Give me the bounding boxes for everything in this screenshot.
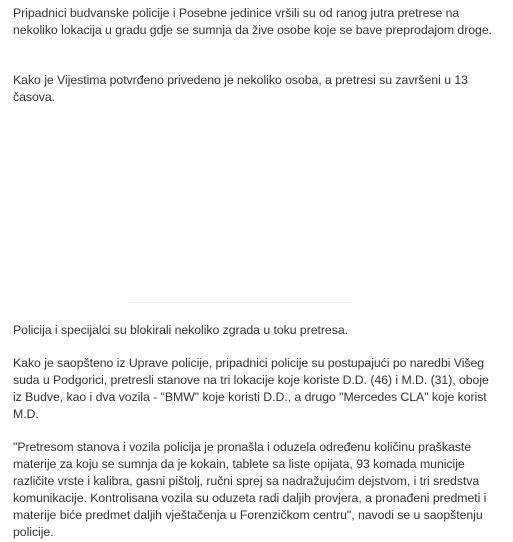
embedded-media-placeholder — [128, 302, 352, 303]
article-paragraph-3: Policija i specijalci su blokirali nekoliko zgrada u toku pretresa. — [13, 323, 348, 337]
article-paragraph-1: Pripadnici budvanske policije i Posebne jedinice vršili su od ranog jutra pretrese na nekoliko lokacija u gradu gdje se sumnja da žive osobe koje se bave preprodajom droge. — [13, 6, 492, 37]
article-paragraph-5: "Pretresom stanova i vozila policija je pronašla i oduzela određenu količinu praškaste materije za koju se sumnja da je kokain, tablete sa liste opijata, 93 komada municije različite vrste i kalibra, gasni pištolj, ručni sprej sa nadražujućim dejstvom, i tri sredstva komunikacije. Kontrolisana vozila su oduzeta radi daljih provjera, a pronađeni predmeti i materije biće predmet daljih vještačenja u Forenzičkom centru", navodi se u saopštenju policije. — [13, 440, 487, 539]
article-paragraph-4: Kako je saopšteno iz Uprave policije, pripadnici policije su postupajući po naredbi Višeg suda u Podgorici, pretresli stanove na tri lokacije koje koriste D.D. (46) i M.D. (31), oboje iz Budve, kao i dva vozila - "BMW" koje koristi D.D., a drugo "Mercedes CLA" koje korist M.D. — [13, 356, 489, 421]
article-paragraph-2: Kako je Vijestima potvrđeno privedeno je nekoliko osoba, a pretresi su završeni u 13 časova. — [13, 73, 468, 104]
